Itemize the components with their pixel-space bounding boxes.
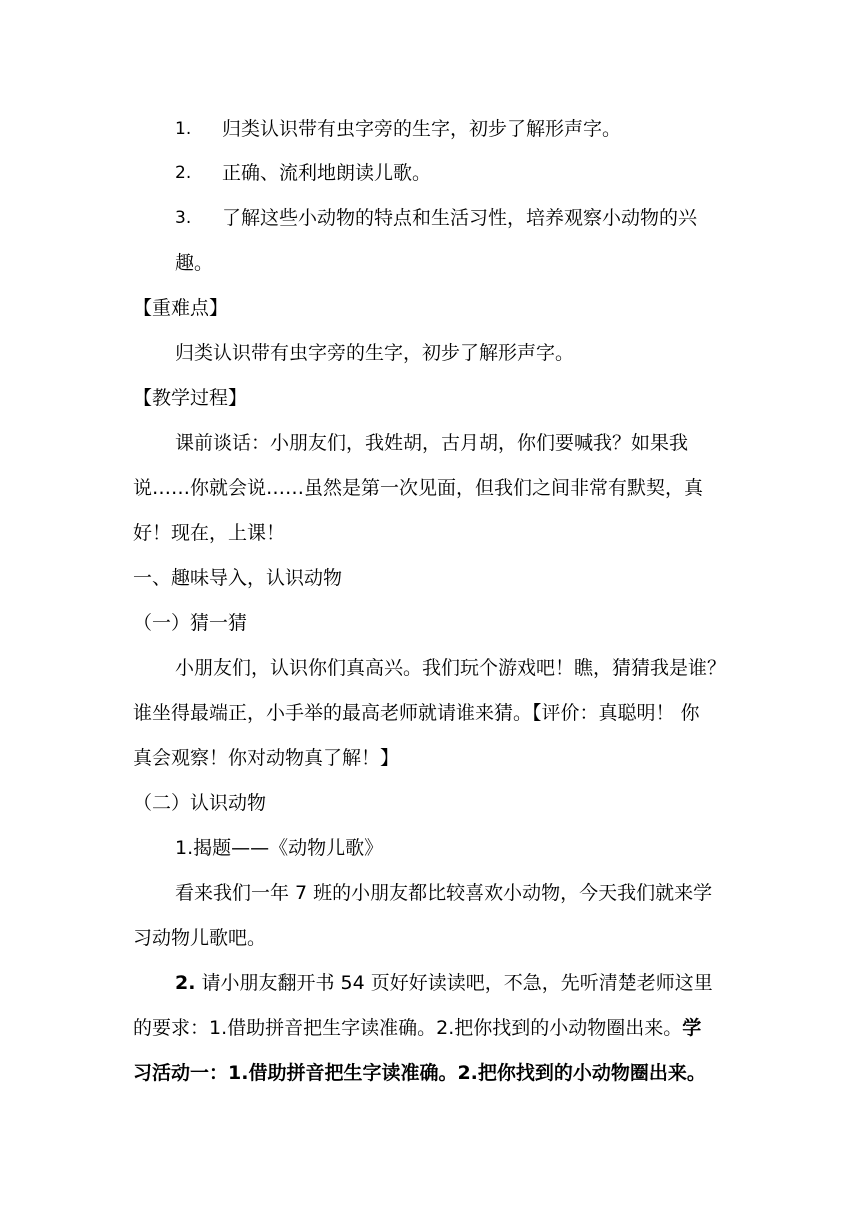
key-points-heading: 【重难点】 bbox=[133, 297, 229, 319]
game-line-2: 谁坐得最端正，小手举的最高老师就请谁来猜。【评价：真聪明！ 你 bbox=[133, 702, 700, 724]
item-2-number: 2. bbox=[175, 972, 196, 994]
objective-number: 3. bbox=[175, 208, 192, 228]
game-line-1: 小朋友们，认识你们真高兴。我们玩个游戏吧！瞧，猜猜我是谁？ bbox=[175, 657, 727, 679]
objective-number: 1. bbox=[175, 119, 192, 139]
objective-text: 归类认识带有虫字旁的生字，初步了解形声字。 bbox=[222, 118, 622, 140]
item-2-line-1 bbox=[175, 971, 713, 995]
process-heading: 【教学过程】 bbox=[133, 387, 248, 409]
activity-one-line: 习活动一：1.借助拼音把生字读准确。2.把你找到的小动物圈出来。 bbox=[133, 1062, 706, 1084]
item-1-line-1: 看来我们一年 7 班的小朋友都比较喜欢小动物，今天我们就来学 bbox=[175, 882, 713, 904]
key-points-text: 归类认识带有虫字旁的生字，初步了解形声字。 bbox=[175, 342, 575, 364]
objective-text: 了解这些小动物的特点和生活习性，培养观察小动物的兴 bbox=[222, 207, 698, 229]
subsection-1-heading: （一）猜一猜 bbox=[133, 612, 248, 634]
intro-line-2: 说……你就会说……虽然是第一次见面，但我们之间非常有默契，真 bbox=[133, 477, 704, 499]
subsection-2-heading: （二）认识动物 bbox=[133, 792, 267, 814]
item-2-text: 请小朋友翻开书 54 页好好读读吧，不急，先听清楚老师这里 bbox=[195, 972, 713, 994]
item-2-line-2 bbox=[133, 1016, 701, 1040]
section-1-heading: 一、趣味导入，认识动物 bbox=[133, 567, 343, 589]
item-2-requirements: 的要求：1.借助拼音把生字读准确。2.把你找到的小动物圈出来。 bbox=[133, 1017, 683, 1039]
item-1-line-2: 习动物儿歌吧。 bbox=[133, 927, 267, 949]
intro-line-3: 好！现在，上课！ bbox=[133, 522, 286, 544]
intro-line-1: 课前谈话：小朋友们，我姓胡，古月胡，你们要喊我？如果我 bbox=[175, 432, 689, 454]
activity-label-start: 学 bbox=[682, 1017, 702, 1039]
item-1-title: 1.揭题——《动物儿歌》 bbox=[175, 837, 384, 859]
objective-3-continuation: 趣。 bbox=[175, 252, 214, 274]
objective-number: 2. bbox=[175, 163, 192, 183]
objective-text: 正确、流利地朗读儿歌。 bbox=[222, 162, 432, 184]
game-line-3: 真会观察！你对动物真了解！】 bbox=[133, 747, 400, 769]
